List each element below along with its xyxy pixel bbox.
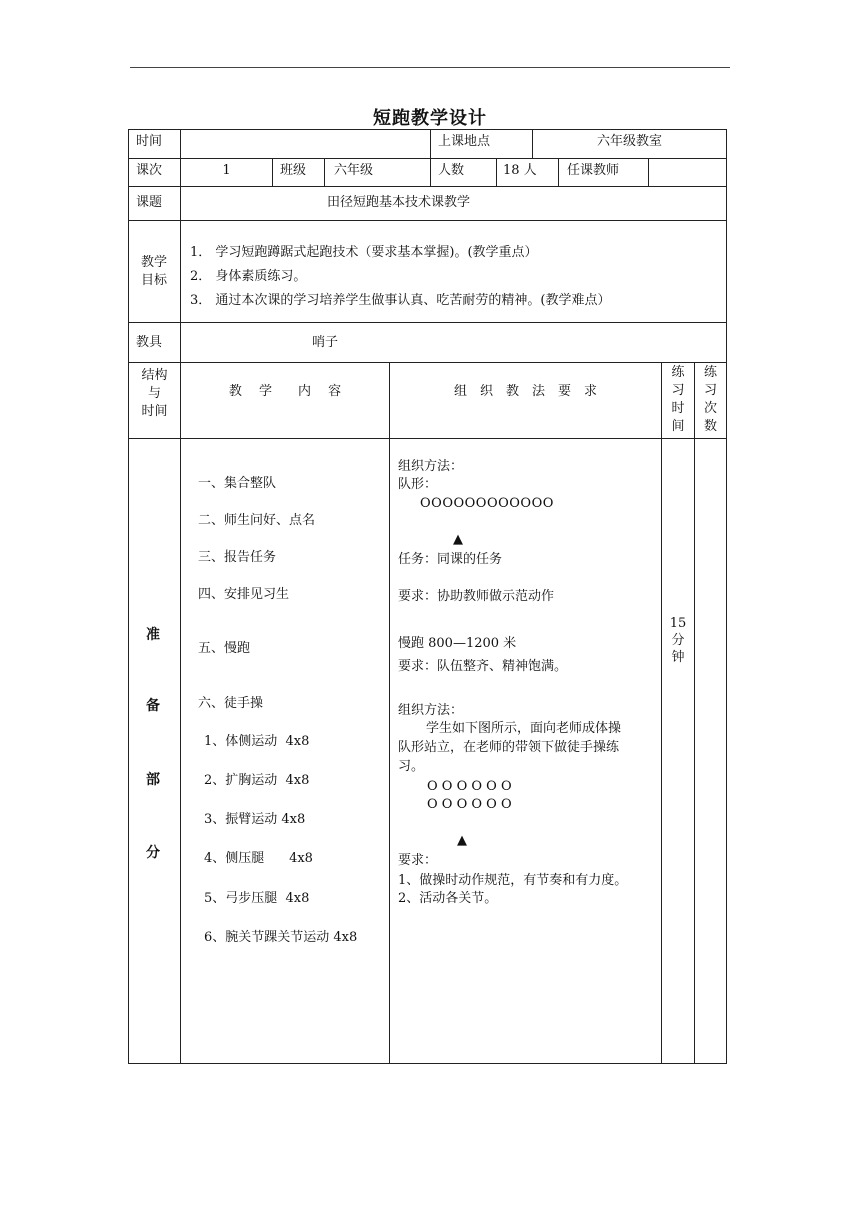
location-label: 上课地点: [438, 134, 491, 149]
method-line: 组织方法：: [398, 703, 464, 718]
goal-item: 3． 通过本次课的学习培养学生做事认真、吃苦耐劳的精神。(教学难点）: [190, 293, 611, 308]
content-item: 4、侧压腿 4x8: [204, 851, 313, 866]
goal-item: 2． 身体素质练习。: [190, 269, 307, 284]
location-value: 六年级教室: [596, 134, 662, 149]
goal-item: 1． 学习短跑蹲踞式起跑技术（要求基本掌握)。(教学重点）: [190, 245, 538, 260]
content-item: 五、慢跑: [198, 641, 251, 656]
method-line: 队形：: [398, 477, 438, 492]
method-line: 习。: [398, 759, 425, 774]
practice-time-header: 练 习 时 间: [671, 365, 685, 434]
content-item: 2、扩胸运动 4x8: [204, 773, 310, 788]
lesson-value: 1: [222, 163, 231, 178]
formation-row: OOOOOOOOOOOO: [420, 496, 554, 511]
practice-count-header: 练 习 次 数: [703, 365, 717, 434]
method-line: 慢跑 800—1200 米: [398, 636, 517, 651]
topic-value: 田径短跑基本技术课教学: [327, 195, 471, 210]
section-name-char: 备: [146, 698, 160, 714]
content-item: 3、振臂运动 4x8: [204, 812, 306, 827]
section-name-char: 部: [146, 772, 160, 788]
method-line: 任务：同课的任务: [398, 552, 503, 567]
method-header: 组 织 教 法 要 求: [453, 384, 597, 399]
goals-label-2: 目标: [141, 273, 168, 288]
method-line: 2、活动各关节。: [398, 891, 498, 906]
method-line: 要求：协助教师做示范动作: [398, 589, 555, 604]
content-item: 一、集合整队: [198, 476, 277, 491]
equipment-value: 哨子: [312, 335, 339, 350]
content-item: 六、徒手操: [198, 696, 264, 711]
header-rule: [130, 67, 730, 68]
content-item: 四、安排见习生: [198, 587, 290, 602]
method-line: 1、做操时动作规范，有节奏和有力度。: [398, 873, 628, 888]
equipment-label: 教具: [136, 335, 163, 350]
method-line: 组织方法：: [398, 459, 464, 474]
teacher-marker-icon: ▲: [457, 833, 467, 848]
formation-row: O O O O O O: [427, 779, 512, 794]
content-item: 1、体侧运动 4x8: [204, 734, 310, 749]
practice-time-value: 15 分 钟: [669, 616, 687, 665]
method-line: 队形站立，在老师的带领下做徒手操练: [398, 740, 620, 755]
content-item: 三、报告任务: [198, 550, 277, 565]
page-title: 短跑教学设计: [373, 108, 487, 129]
formation-row: O O O O O O: [427, 797, 512, 812]
section-name-char: 准: [146, 627, 160, 643]
goals-label-1: 教学: [141, 255, 168, 270]
content-item: 5、弓步压腿 4x8: [204, 891, 310, 906]
teacher-label: 任课教师: [567, 163, 620, 178]
count-label: 人数: [438, 163, 465, 178]
time-label: 时间: [136, 134, 163, 149]
section-name-char: 分: [146, 845, 160, 861]
method-line: 学生如下图所示，面向老师成体操: [426, 721, 622, 736]
content-item: 二、师生问好、点名: [198, 513, 316, 528]
structure-header: 结构 与 时间: [141, 368, 168, 419]
lesson-label: 课次: [136, 163, 163, 178]
topic-label: 课题: [136, 195, 163, 210]
content-item: 6、腕关节踝关节运动 4x8: [204, 930, 358, 945]
method-line: 要求：: [398, 853, 438, 868]
teacher-marker-icon: ▲: [453, 532, 463, 547]
method-line: 要求：队伍整齐、精神饱满。: [398, 659, 568, 674]
content-header: 教 学 内 容: [228, 384, 342, 399]
count-value: 18 人: [503, 163, 537, 178]
class-value: 六年级: [334, 163, 374, 178]
class-label: 班级: [280, 163, 307, 178]
